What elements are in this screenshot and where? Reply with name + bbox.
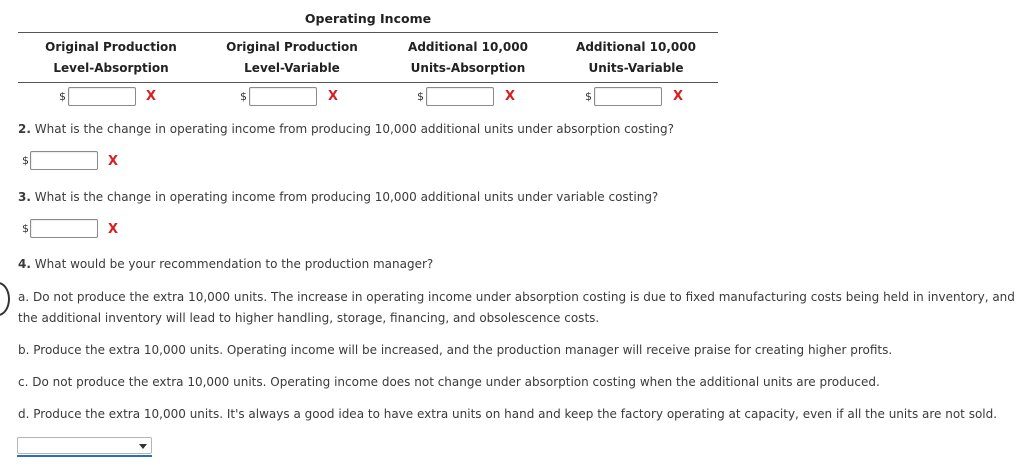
dollar-sign: $ [585, 90, 592, 103]
option-text: the additional inventory will lead to higher handling, storage, financing, and obsolescence costs. [18, 311, 600, 325]
incorrect-mark-icon: X [673, 89, 684, 104]
incorrect-mark-icon: X [505, 89, 516, 104]
column-header-original-variable [207, 37, 377, 79]
table-header-rule [18, 82, 718, 83]
column-header-line: Additional 10,000 [408, 40, 528, 54]
option-a [18, 287, 1015, 329]
question-text: What is the change in operating income from producing 10,000 additional units under variable costing? [34, 190, 659, 204]
column-header-line: Additional 10,000 [576, 40, 696, 54]
absorption-change-input[interactable] [30, 151, 98, 170]
additional-absorption-income-input[interactable] [426, 87, 494, 106]
question-3 [18, 190, 658, 204]
column-header-additional-absorption [383, 37, 553, 79]
dollar-sign: $ [22, 222, 29, 235]
question-4 [18, 257, 433, 271]
column-header-original-absorption [26, 37, 196, 79]
circle-annotation [0, 282, 10, 316]
option-text: a. Do not produce the extra 10,000 units. The increase in operating income under absorption costing is due to fixed manufacturing costs being held in inventory, and [18, 290, 1015, 304]
column-header-line: Original Production [226, 40, 358, 54]
option-d: d. Produce the extra 10,000 units. It's always a good idea to have extra units on hand and keep the factory operating at capacity, even if all the units are not sold. [18, 407, 998, 421]
variable-change-input[interactable] [30, 219, 98, 238]
dollar-sign: $ [417, 90, 424, 103]
incorrect-mark-icon: X [146, 89, 157, 104]
column-header-line: Original Production [45, 40, 177, 54]
original-absorption-income-input[interactable] [68, 87, 136, 106]
question-number: 3. [18, 190, 31, 204]
dollar-sign: $ [240, 90, 247, 103]
additional-variable-income-input[interactable] [594, 87, 662, 106]
dollar-sign: $ [22, 154, 29, 167]
option-b: b. Produce the extra 10,000 units. Operating income will be increased, and the production manager will receive praise for creating higher profits. [18, 343, 893, 357]
column-header-line: Level-Absorption [53, 61, 169, 75]
question-number: 2. [18, 122, 31, 136]
column-header-line: Units-Variable [588, 61, 684, 75]
question-text: What would be your recommendation to the production manager? [34, 257, 434, 271]
table-title: Operating Income [304, 11, 432, 26]
question-2 [18, 122, 674, 136]
recommendation-select[interactable] [17, 437, 152, 454]
question-number: 4. [18, 257, 31, 271]
question-text: What is the change in operating income from producing 10,000 additional units under absorption costing? [34, 122, 674, 136]
column-header-line: Units-Absorption [410, 61, 526, 75]
original-variable-income-input[interactable] [249, 87, 317, 106]
table-top-rule [18, 32, 718, 33]
select-underline [17, 455, 152, 457]
incorrect-mark-icon: X [328, 89, 339, 104]
dollar-sign: $ [59, 90, 66, 103]
chevron-down-icon[interactable] [139, 444, 147, 449]
column-header-line: Level-Variable [244, 61, 340, 75]
column-header-additional-variable [551, 37, 721, 79]
incorrect-mark-icon: X [108, 154, 119, 169]
incorrect-mark-icon: X [108, 222, 119, 237]
option-c: c. Do not produce the extra 10,000 units. Operating income does not change under absorption costing when the additional units are produced. [18, 375, 880, 389]
